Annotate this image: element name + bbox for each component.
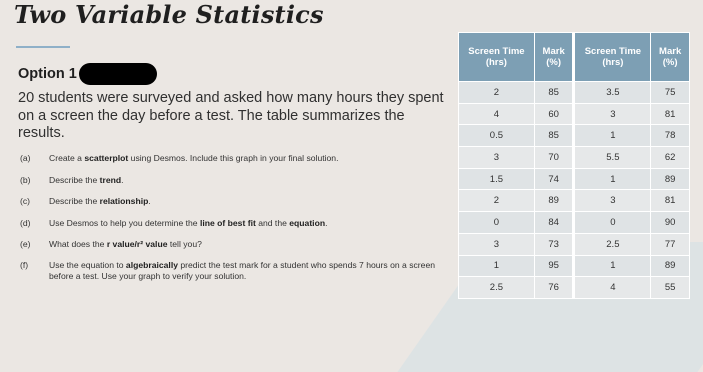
table-row [459,212,690,234]
table-cell: 74 [534,168,574,190]
table-cell: 5.5 [574,147,651,169]
table-row [459,125,690,147]
table-cell: 76 [534,277,574,299]
intro-paragraph: 20 students were surveyed and asked how many hours they spent on a screen the day before a test. The table summarizes the results. [18,90,444,141]
question-letter: (d) [20,218,31,228]
question-text: Describe the relationship. [49,196,151,206]
table-cell: 95 [534,255,574,277]
table-cell: 0 [459,212,535,234]
page-title: Two Variable Statistics [14,0,324,29]
table-cell: 4 [459,103,535,125]
question-letter: (e) [20,239,31,249]
option-heading [18,63,157,85]
table-cell: 0 [574,212,651,234]
table-cell: 3 [459,233,535,255]
data-table [458,32,690,299]
table-cell: 81 [651,103,690,125]
table-cell: 1.5 [459,168,535,190]
table-cell: 89 [534,190,574,212]
table-cell: 85 [534,82,574,104]
table-cell: 75 [651,82,690,104]
title-underline [16,46,70,48]
question-letter: (c) [20,196,31,206]
table-row [459,147,690,169]
table-row [459,82,690,104]
question-letter: (b) [20,175,31,185]
table-cell: 81 [651,190,690,212]
table-cell: 89 [651,168,690,190]
table-cell: 2 [459,82,535,104]
table-cell: 2.5 [574,233,651,255]
question-text: Use Desmos to help you determine the line of best fit and the equation. [49,218,328,228]
table-cell: 70 [534,147,574,169]
table-cell: 4 [574,277,651,299]
table-row [459,103,690,125]
question-text: What does the r value/r² value tell you? [49,239,202,249]
table-cell: 3 [574,190,651,212]
question-f [20,260,455,282]
table-cell: 3.5 [574,82,651,104]
table-cell: 1 [574,255,651,277]
table-cell: 85 [534,125,574,147]
table-cell: 73 [534,233,574,255]
question-text: Create a scatterplot using Desmos. Include this graph in your final solution. [49,153,339,163]
column-header: Screen Time (hrs) [459,33,535,82]
table-cell: 1 [459,255,535,277]
question-d [20,218,455,229]
table-cell: 62 [651,147,690,169]
table-cell: 89 [651,255,690,277]
table-cell: 1 [574,168,651,190]
table-cell: 3 [574,103,651,125]
table-cell: 90 [651,212,690,234]
table-cell: 55 [651,277,690,299]
column-header: Mark (%) [651,33,690,82]
table-cell: 2.5 [459,277,535,299]
question-e [20,239,455,250]
table-row [459,255,690,277]
table-header-row [459,33,690,82]
question-c [20,196,455,207]
table-cell: 78 [651,125,690,147]
question-text: Use the equation to algebraically predict the test mark for a student who spends 7 hours on a screen before a test. Use your graph to verify your solution. [49,260,435,281]
table-cell: 77 [651,233,690,255]
question-text: Describe the trend. [49,175,124,185]
table-cell: 2 [459,190,535,212]
table-cell: 3 [459,147,535,169]
table-row [459,277,690,299]
table-cell: 84 [534,212,574,234]
table-cell: 60 [534,103,574,125]
table-row [459,190,690,212]
table-row [459,233,690,255]
question-b [20,175,455,186]
question-letter: (a) [20,153,31,163]
column-header: Mark (%) [534,33,574,82]
question-a [20,153,455,164]
question-letter: (f) [20,260,29,270]
option-label: Option 1 [18,66,77,82]
column-header: Screen Time (hrs) [574,33,651,82]
table-cell: 1 [574,125,651,147]
table-row [459,168,690,190]
redaction-mark [79,63,157,85]
table-body [459,82,690,299]
table-cell: 0.5 [459,125,535,147]
